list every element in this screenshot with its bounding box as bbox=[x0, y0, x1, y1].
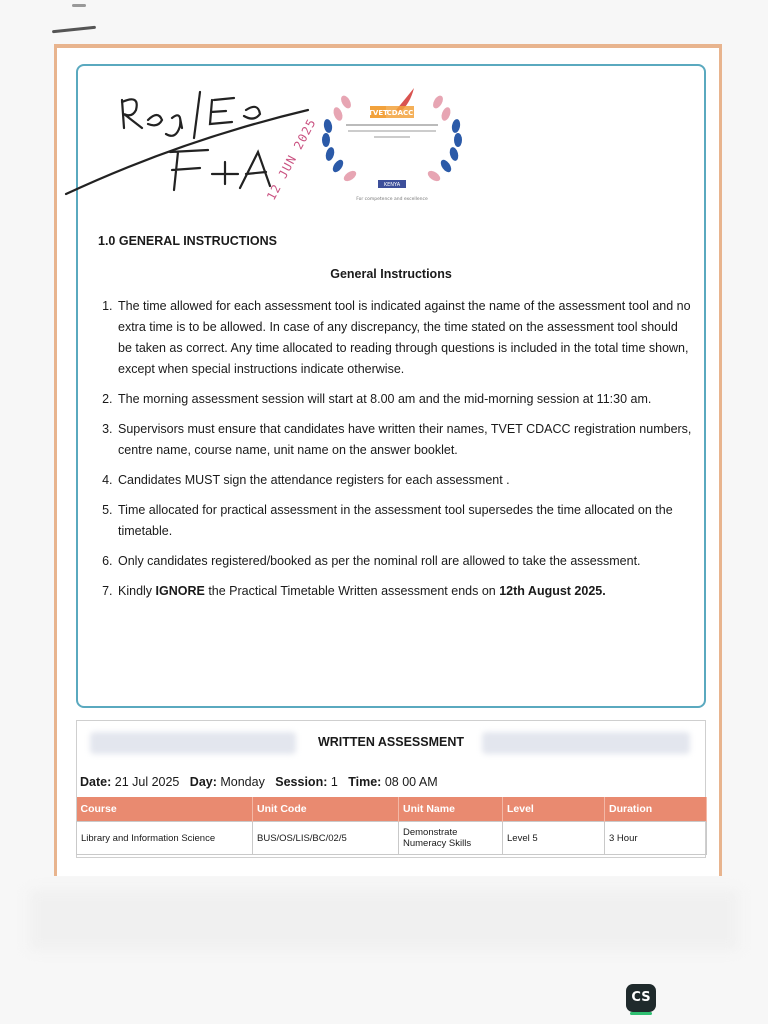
logo-motto: For competence and excellence bbox=[356, 197, 428, 202]
table-cell: BUS/OS/LIS/BC/02/5 bbox=[253, 822, 399, 855]
table-cell: Demonstrate Numeracy Skills bbox=[399, 822, 503, 855]
instruction-item bbox=[116, 581, 694, 602]
time-label: Time: bbox=[348, 775, 382, 789]
scan-shadow bbox=[30, 890, 738, 950]
date-stamp: 12 JUN 2025 bbox=[264, 116, 319, 203]
svg-text:TVET: TVET bbox=[368, 109, 388, 117]
section-title: 1.0 GENERAL INSTRUCTIONS bbox=[98, 234, 277, 248]
signature-text: Reg|Eo bbox=[62, 80, 66, 81]
date-value: 21 Jul 2025 bbox=[111, 775, 180, 789]
svg-text:CDACC: CDACC bbox=[386, 109, 414, 117]
scan-mark bbox=[52, 26, 96, 34]
instructions-heading: General Instructions bbox=[330, 267, 452, 281]
instruction-item: 1. The time allowed for each assessment tool is indicated against the name of the assessment tool and no extra time is to be allowed. In case of any discrepancy, the time stated on the assessment tool should be taken as correct. Any time allocated to reading through questions is included in the total time shown, except when special instructions indicate otherwise. bbox=[116, 296, 694, 380]
deadline-date: 12th August 2025. bbox=[499, 584, 606, 598]
day-label: Day: bbox=[189, 775, 217, 789]
instructions-list bbox=[96, 296, 694, 611]
instruction-item: 4. Candidates MUST sign the attendance registers for each assessment . bbox=[116, 470, 694, 491]
table-header-row bbox=[77, 797, 707, 822]
table-row bbox=[77, 822, 707, 855]
instruction-text: Kindly bbox=[118, 584, 156, 598]
date-label: Date: bbox=[80, 775, 112, 789]
column-header: Unit Name bbox=[399, 797, 503, 822]
day-value: Monday bbox=[216, 775, 265, 789]
instruction-item: 6. Only candidates registered/booked as per the nominal roll are allowed to take the assessment. bbox=[116, 551, 694, 572]
scan-mark bbox=[72, 4, 86, 7]
instruction-text: the Practical Timetable Written assessment ends on bbox=[204, 584, 500, 598]
tvet-cdacc-logo bbox=[318, 80, 466, 210]
instruction-emphasis: IGNORE bbox=[155, 584, 205, 598]
table-cell: Level 5 bbox=[503, 822, 605, 855]
column-header: Unit Code bbox=[253, 797, 399, 822]
assessment-table bbox=[76, 797, 707, 855]
column-header: Course bbox=[77, 797, 253, 822]
assessment-title: WRITTEN ASSESSMENT bbox=[317, 735, 465, 749]
logo-country: KENYA bbox=[383, 182, 401, 188]
session-value: 1 bbox=[327, 775, 338, 789]
time-value: 08 00 AM bbox=[381, 775, 438, 789]
instruction-item: 2. The morning assessment session will start at 8.00 am and the mid-morning session at 11:30 am. bbox=[116, 389, 694, 410]
table-cell: Library and Information Science bbox=[77, 822, 253, 855]
instruction-item: 3. Supervisors must ensure that candidates have written their names, TVET CDACC registration numbers, centre name, course name, unit name on the answer booklet. bbox=[116, 419, 694, 461]
assessment-meta bbox=[80, 775, 438, 789]
instruction-item: 5. Time allocated for practical assessment in the assessment tool supersedes the time allocated on the timetable. bbox=[116, 500, 694, 542]
session-label: Session: bbox=[275, 775, 328, 789]
column-header: Duration bbox=[605, 797, 707, 822]
table-cell: 3 Hour bbox=[605, 822, 707, 855]
column-header: Level bbox=[503, 797, 605, 822]
handwritten-signature bbox=[62, 80, 322, 210]
camscanner-badge: CS bbox=[626, 984, 656, 1012]
